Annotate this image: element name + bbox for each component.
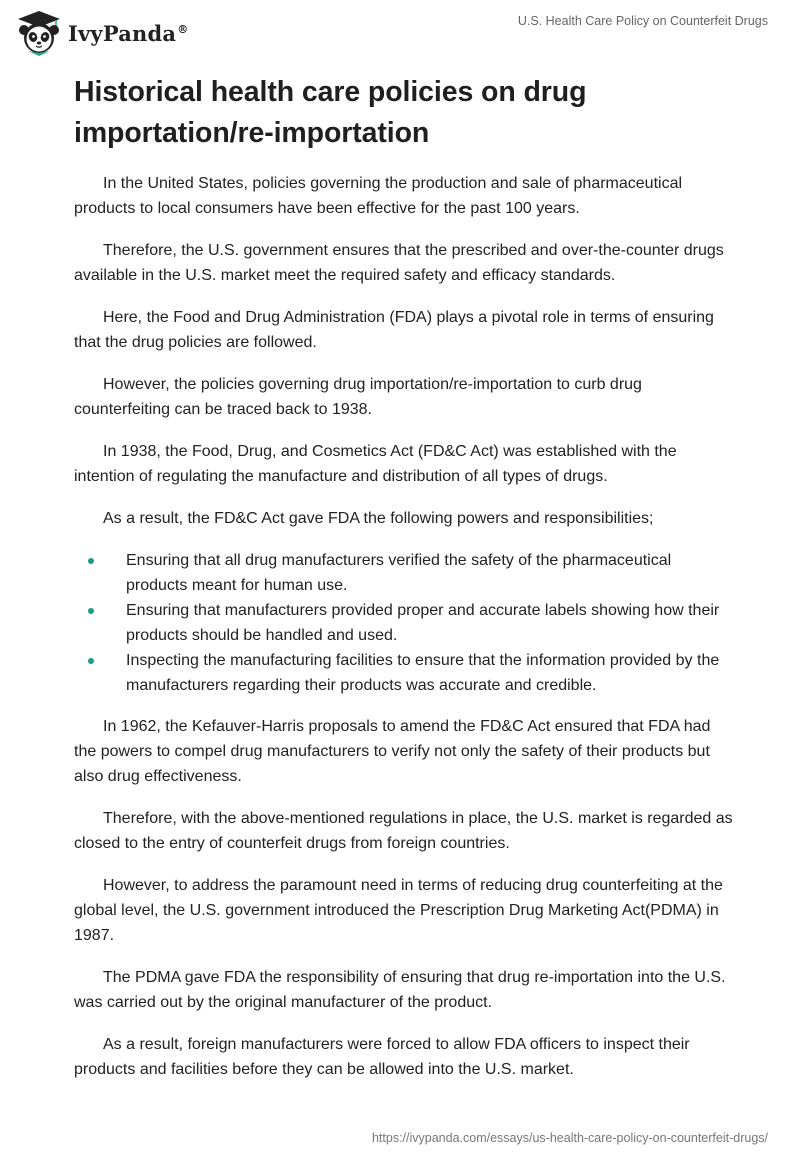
- paragraph: However, the policies governing drug importation/re-importation to curb drug counterfeiting can be traced back to 1938.: [74, 376, 642, 418]
- ivypanda-logo[interactable]: [14, 9, 204, 57]
- paragraph: In 1938, the Food, Drug, and Cosmetics Act (FD&C Act) was established with the intention of regulating the manufacture and distribution of all types of drugs.: [74, 443, 677, 485]
- article-content: [74, 72, 734, 1099]
- list-item-text: Inspecting the manufacturing facilities to ensure that the information provided by the manufacturers regarding their products was accurate and credible.: [126, 652, 720, 694]
- page-header: [0, 0, 800, 64]
- paragraph: In 1962, the Kefauver-Harris proposals to amend the FD&C Act ensured that FDA had the powers to compel drug manufacturers to verify not only the safety of their products but also drug effectiveness.: [74, 718, 711, 785]
- paragraph: Here, the Food and Drug Administration (FDA) plays a pivotal role in terms of ensuring that the drug policies are followed.: [74, 309, 714, 351]
- panda-graduate-icon: [14, 9, 64, 57]
- paragraph: Therefore, with the above-mentioned regulations in place, the U.S. market is regarded as closed to the entry of counterfeit drugs from foreign countries.: [74, 810, 733, 852]
- paragraph: As a result, the FD&C Act gave FDA the following powers and responsibilities;: [103, 510, 654, 527]
- paragraph: Therefore, the U.S. government ensures that the prescribed and over-the-counter drugs available in the U.S. market meet the required safety and efficacy standards.: [74, 242, 724, 284]
- bullet-icon: [88, 658, 94, 664]
- paragraph: As a result, foreign manufacturers were forced to allow FDA officers to inspect their products and facilities before they can be allowed into the U.S. market.: [74, 1036, 690, 1078]
- list-item-text: Ensuring that all drug manufacturers verified the safety of the pharmaceutical products meant for human use.: [126, 552, 672, 594]
- document-title: U.S. Health Care Policy on Counterfeit Drugs: [517, 14, 768, 28]
- responsibilities-list: [74, 548, 734, 698]
- list-item: [74, 548, 734, 598]
- list-item: [74, 598, 734, 648]
- section-heading: Historical health care policies on drug importation/re-importation: [74, 76, 587, 149]
- paragraph: However, to address the paramount need in terms of reducing drug counterfeiting at the global level, the U.S. government introduced the Prescription Drug Marketing Act(PDMA) in 1987.: [74, 877, 723, 944]
- source-url-link[interactable]: https://ivypanda.com/essays/us-health-care-policy-on-counterfeit-drugs/: [371, 1131, 768, 1145]
- list-item-text: Ensuring that manufacturers provided proper and accurate labels showing how their products should be handled and used.: [126, 602, 720, 644]
- paragraph: In the United States, policies governing the production and sale of pharmaceutical products to local consumers have been effective for the past 100 years.: [74, 175, 683, 217]
- bullet-icon: [88, 608, 94, 614]
- brand-name: IvyPanda®: [68, 20, 189, 46]
- bullet-icon: [88, 558, 94, 564]
- paragraph: The PDMA gave FDA the responsibility of ensuring that drug re-importation into the U.S. was carried out by the original manufacturer of the product.: [74, 969, 726, 1011]
- list-item: [74, 648, 734, 698]
